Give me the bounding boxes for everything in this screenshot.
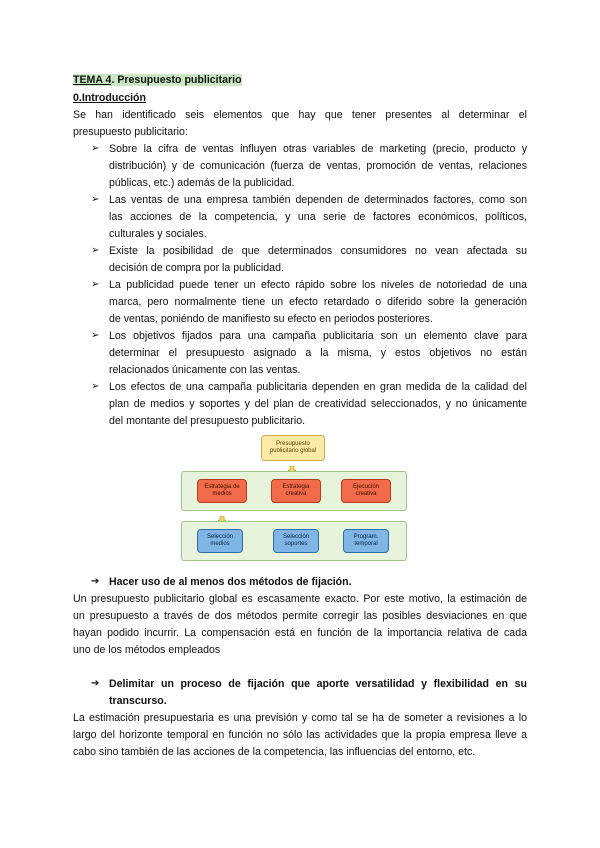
bullet-arrow-icon: ➢ [91,381,100,392]
point-title: transcurso. [109,695,167,707]
bullet-line: Sobre la cifra de ventas influyen otras variables de marketing (precio, producto y [109,143,527,155]
paragraph-line: cabo sino también de las acciones de la competencia, las influencias del entorno, etc. [73,746,476,758]
bullet-line: del montante del presupuesto publicitario. [109,415,306,427]
bullet-line: Existe la posibilidad de que determinados consumidores no vean afectada su [109,245,527,257]
bullet-line: decisión de compra por la publicidad. [109,262,284,274]
paragraph-line: uno de los métodos empleados [73,644,221,656]
bullet-line: de ventas, poniéndo de manifiesto su efecto en periodos posteriores. [109,313,433,325]
bullet-line: culturales y sociales. [109,228,207,240]
intro-line: Se han identificado seis elementos que hay que tener presentes al determinar el [73,109,527,121]
diagram-middle-box: Estrategia creativa [271,479,321,503]
tema-label: TEMA 4 [73,74,112,86]
paragraph-line: hayan podido incurrir. La compensación está en función de la importancia relativa de cada [73,627,527,639]
diagram-top-box: Presupuesto publicitario global [261,435,325,461]
bullet-line: Los objetivos fijados para una campaña publicitaria son un elemento clave para [109,330,527,342]
diagram-middle-box: Ejecución creativa [341,479,391,503]
paragraph-line: Un presupuesto publicitario global es escasamente exacto. Por este motivo, la estimación de [73,593,527,605]
bullet-line: La publicidad puede tener un efecto rápido sobre los niveles de notoriedad de una [109,279,527,291]
bullet-arrow-icon: ➢ [91,143,100,154]
bullet-arrow-icon: ➢ [91,279,100,290]
paragraph-line: La estimación presupuestaria es una previsión y como tal se ha de someter a revisiones a lo [73,712,527,724]
right-arrow-icon: ➔ [91,576,100,587]
paragraph-line: un presupuesto a través de dos métodos permite corregir las posibles desviaciones en que [73,610,527,622]
bullet-arrow-icon: ➢ [91,245,100,256]
bullet-line: las acciones de la competencia, y una serie de factores económicos, políticos, [109,211,527,223]
budget-diagram [175,433,413,565]
down-arrow-icon [218,511,226,519]
diagram-middle-box: Estrategia de medios [197,479,247,503]
bullet-arrow-icon: ➢ [91,194,100,205]
bullet-line: Las ventas de una empresa también dependen de determinados factores, como son [109,194,527,206]
diagram-bottom-box: Selección medios [197,529,243,553]
bullet-line: relacionados únicamente con las ventas. [109,364,301,376]
down-arrow-icon [288,461,296,469]
bullet-line: Los efectos de una campaña publicitaria dependen en gran medida de la calidad del [109,381,527,393]
bullet-line: distribución) y de comunicación (fuerza de ventas, promoción de ventas, relaciones [109,160,527,172]
bullet-line: determinar el presupuesto asignado a la misma, y estos objetivos no están [109,347,527,359]
diagram-bottom-box: Selección soportes [273,529,319,553]
right-arrow-icon: ➔ [91,678,100,689]
tema-title: . Presupuesto publicitario [111,74,242,86]
point-title: Hacer uso de al menos dos métodos de fijación. [109,576,352,588]
paragraph-line: largo del horizonte temporal en función no sólo las actividades que la propia empresa lleve a [73,729,527,741]
bullet-line: públicas, etc.) además de la publicidad. [109,177,295,189]
section-heading: 0.Introducción [73,92,146,104]
page-title [73,72,242,88]
intro-line: presupuesto publicitario: [73,126,188,138]
bullet-line: marca, pero normalmente tiene un efecto retardado o diferido sobre la generación [109,296,527,308]
point-title: Delimitar un proceso de fijación que aporte versatilidad y flexibilidad en su [109,678,527,690]
bullet-line: plan de medios y soportes y del plan de creatividad seleccionados, y no únicamente [109,398,527,410]
bullet-arrow-icon: ➢ [91,330,100,341]
diagram-bottom-box: Program. temporal [343,529,389,553]
